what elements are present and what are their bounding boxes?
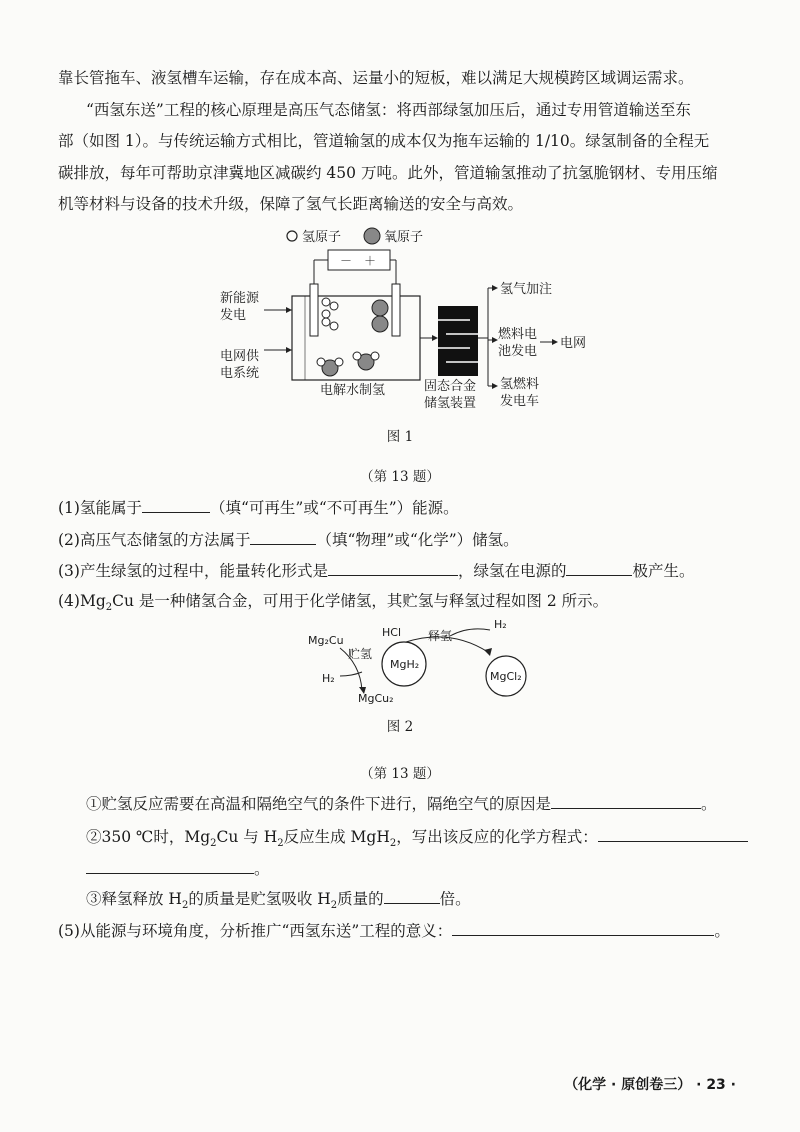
hydrogen-atom-icon (287, 231, 297, 241)
paragraph-line-4: 碳排放，每年可帮助京津冀地区减碳约 450 万吨。此外，管道输氢推动了抗氢脆钢材、专用压缩 (58, 164, 718, 182)
fig2-mgh2: MgH₂ (390, 658, 420, 671)
output-fuel-cell-line2: 池发电 (498, 344, 538, 359)
q1-text-b: （填“可再生”或“不可再生”）能源。 (209, 499, 459, 517)
source-grid-line1: 电网供 (220, 349, 260, 364)
fig2-mg2cu: Mg₂Cu (308, 634, 344, 647)
fig2-mgcu2: MgCu₂ (358, 692, 394, 705)
figure-2-diagram (300, 614, 540, 714)
output-refueling: 氢气加注 (500, 282, 553, 297)
q4-2-answer-blank-2[interactable] (86, 857, 254, 874)
question-4-1: ①贮氢反应需要在高温和隔绝空气的条件下进行，隔绝空气的原因是 。 (86, 792, 717, 815)
question-3 (58, 559, 695, 582)
paragraph-line-3: 部（如图 1）。与传统运输方式相比，管道输氢的成本仅为拖车运输的 1/10。绿氢制备的全程无 (58, 132, 710, 150)
fig2-release-label: 释氢 (428, 629, 453, 643)
q2-answer-blank[interactable] (250, 528, 316, 545)
q3-text-b: ，绿氢在电源的 (457, 562, 567, 580)
question-13-label: （第 13 题） (360, 469, 440, 485)
source-renewable-line1: 新能源 (220, 291, 260, 306)
figure-2-caption: 图 2 (386, 719, 414, 735)
page-footer: （化学 · 原创卷三） · 23 · (564, 1077, 736, 1093)
oxygen-atom-icon (364, 228, 380, 244)
source-grid-line2: 电系统 (220, 366, 260, 381)
figure-1-diagram (200, 222, 620, 422)
q4-1-answer-blank[interactable] (551, 792, 701, 809)
q3-text-a: (3)产生绿氢的过程中，能量转化形式是 (58, 562, 328, 580)
battery-polarity: － ＋ (340, 254, 377, 268)
q2-text-b: （填“物理”或“化学”）储氢。 (316, 531, 519, 549)
electrolysis-label: 电解水制氢 (320, 383, 386, 398)
q1-answer-blank[interactable] (142, 496, 210, 513)
legend-hydrogen: 氢原子 (302, 230, 342, 245)
q4-2-answer-blank-1[interactable] (598, 825, 748, 842)
q3-answer-blank-1[interactable] (328, 559, 458, 576)
question-4-2: ②350 ℃时，$Mg_2Cu$ 与 $H_2$反应生成 MgH$_2$，写出该反应的化学方程式： (86, 825, 748, 855)
paragraph-line-2: “西氢东送”工程的核心原理是高压气态储氢：将西部绿氢加压后，通过专用管道输送至东 (86, 101, 691, 119)
question-4-3: ③释氢释放 $H_2$的质量是贮氢吸收 $H_2$质量的 倍。 (86, 887, 471, 917)
question-4-2-cont: 。 (86, 857, 270, 880)
q1-text-a: (1)氢能属于 (58, 499, 142, 517)
storage-label-line1: 固态合金 (424, 379, 477, 394)
paragraph-line-5: 机等材料与设备的技术升级，保障了氢气长距离输送的安全与高效。 (58, 195, 524, 213)
hydrogen-storage-device (438, 306, 478, 376)
storage-label-line2: 储氢装置 (424, 396, 477, 411)
question-2 (58, 528, 519, 551)
q3-text-c: 极产生。 (632, 562, 695, 580)
question-4: $(4)Mg_2Cu$ 是一种储氢合金，可用于化学储氢，其贮氢与释氢过程如图 2 所示。 (58, 592, 609, 614)
q3-answer-blank-2[interactable] (566, 559, 632, 576)
cathode (310, 284, 318, 336)
fig2-mgcl2: MgCl₂ (490, 670, 522, 683)
source-renewable-line2: 发电 (220, 308, 247, 323)
q2-text-a: (2)高压气态储氢的方法属于 (58, 531, 251, 549)
q5-answer-blank[interactable] (452, 919, 714, 936)
q4-3-answer-blank[interactable] (384, 887, 440, 904)
question-5: (5)从能源与环境角度，分析推广“西氢东送”工程的意义： 。 (58, 919, 730, 942)
question-1 (58, 496, 459, 519)
fig2-store-label: 贮氢 (348, 647, 373, 661)
fig2-hcl: HCl (382, 626, 402, 639)
legend-oxygen: 氧原子 (384, 230, 424, 245)
question-13-label-2: （第 13 题） (360, 766, 440, 782)
paragraph-line-1: 靠长管拖车、液氢槽车运输，存在成本高、运量小的短板，难以满足大规模跨区域调运需求。 (58, 69, 694, 87)
fig2-h2-in: H₂ (322, 672, 335, 685)
output-grid: 电网 (560, 336, 587, 351)
anode (392, 284, 400, 336)
figure-1-caption: 图 1 (386, 429, 414, 445)
output-vehicle-line2: 发电车 (500, 394, 540, 409)
fig2-h2-out: H₂ (494, 618, 507, 631)
output-vehicle-line1: 氢燃料 (500, 377, 540, 392)
output-fuel-cell-line1: 燃料电 (498, 327, 538, 342)
